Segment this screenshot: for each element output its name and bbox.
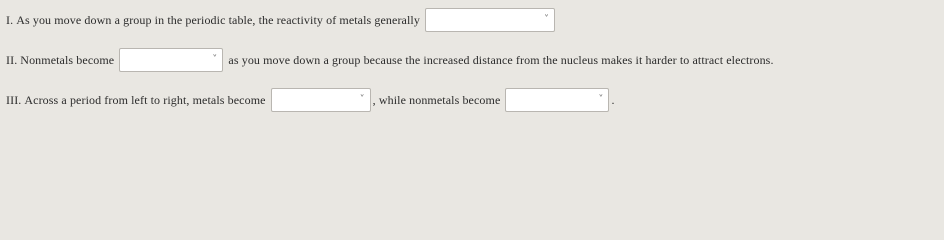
question-2 [6, 48, 774, 72]
question-2-text-after: as you move down a group because the increased distance from the nucleus makes it harder to attract electrons. [228, 53, 774, 67]
question-3 [6, 88, 615, 112]
question-1 [6, 8, 557, 32]
chevron-down-icon: ˅ [543, 14, 550, 25]
question-1-text: As you move down a group in the periodic table, the reactivity of metals generally [16, 13, 420, 27]
question-2-dropdown[interactable] [119, 48, 223, 72]
chevron-down-icon: ˅ [598, 94, 604, 105]
question-3-dropdown-nonmetals[interactable] [505, 88, 609, 112]
chevron-down-icon: ˅ [212, 54, 218, 65]
question-3-number: III. [6, 93, 22, 107]
question-1-dropdown[interactable] [425, 8, 555, 32]
question-2-text: Nonmetals become [20, 53, 115, 67]
question-3-text: Across a period from left to right, metals become [24, 93, 266, 107]
question-1-number: I. [6, 13, 14, 27]
question-2-number: II. [6, 53, 18, 67]
chevron-down-icon: ˅ [359, 94, 365, 105]
question-3-dropdown-metals[interactable] [271, 88, 371, 112]
question-3-text-after: . [611, 93, 615, 107]
question-3-text-middle: , while nonmetals become [372, 93, 501, 107]
